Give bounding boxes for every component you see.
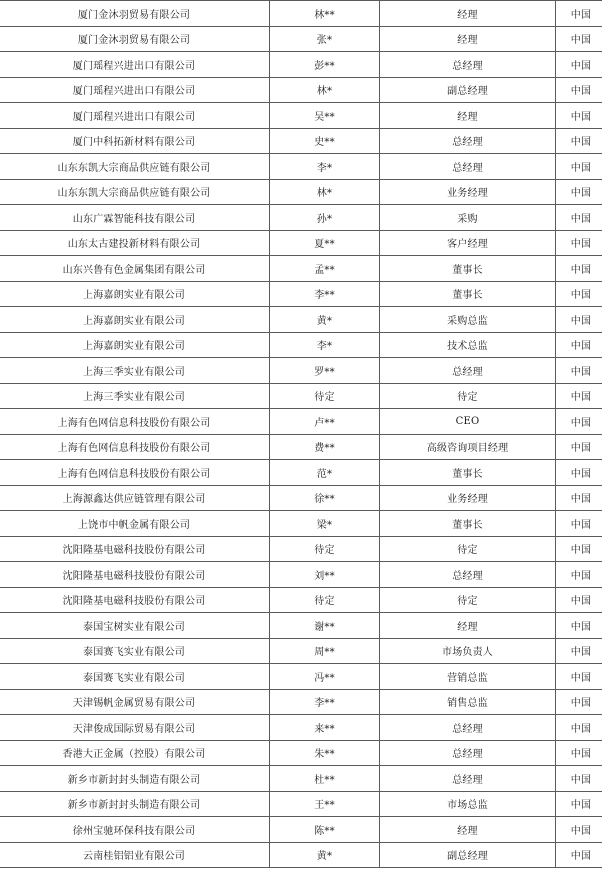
contact-name-cell: 黄*: [270, 307, 380, 333]
country-cell: 中国: [556, 638, 602, 664]
country-cell: 中国: [556, 230, 602, 256]
country-cell: 中国: [556, 307, 602, 333]
job-title-cell: 董事长: [380, 460, 556, 486]
company-cell: 厦门金沐羽贸易有限公司: [0, 1, 270, 27]
job-title-cell: 高级咨询项目经理: [380, 434, 556, 460]
job-title-cell: 经理: [380, 1, 556, 27]
contact-name-cell: 黄*: [270, 842, 380, 868]
country-cell: 中国: [556, 511, 602, 537]
country-cell: 中国: [556, 332, 602, 358]
contact-name-cell: 徐**: [270, 485, 380, 511]
table-row: [0, 154, 602, 180]
company-cell: 泰国宝树实业有限公司: [0, 613, 270, 639]
table-row: [0, 485, 602, 511]
contact-name-cell: 李*: [270, 332, 380, 358]
contact-name-cell: 谢**: [270, 613, 380, 639]
table-row: [0, 358, 602, 384]
job-title-cell: 市场总监: [380, 791, 556, 817]
job-title-cell: 总经理: [380, 740, 556, 766]
job-title-cell: 总经理: [380, 128, 556, 154]
table-row: [0, 409, 602, 435]
contact-name-cell: 待定: [270, 587, 380, 613]
contact-name-cell: 费**: [270, 434, 380, 460]
job-title-cell: 经理: [380, 103, 556, 129]
company-cell: 沈阳隆基电磁科技股份有限公司: [0, 587, 270, 613]
country-cell: 中国: [556, 256, 602, 282]
country-cell: 中国: [556, 77, 602, 103]
job-title-cell: 总经理: [380, 766, 556, 792]
company-cell: 厦门金沐羽贸易有限公司: [0, 26, 270, 52]
contact-name-cell: 林**: [270, 1, 380, 27]
contact-name-cell: 彭**: [270, 52, 380, 78]
contact-name-cell: 冯**: [270, 664, 380, 690]
table-row: [0, 383, 602, 409]
country-cell: 中国: [556, 154, 602, 180]
table-row: [0, 1, 602, 27]
country-cell: 中国: [556, 26, 602, 52]
table-row: [0, 103, 602, 129]
contact-name-cell: 张*: [270, 26, 380, 52]
job-title-cell: 技术总监: [380, 332, 556, 358]
job-title-cell: 副总经理: [380, 77, 556, 103]
table-row: [0, 230, 602, 256]
job-title-cell: 经理: [380, 613, 556, 639]
country-cell: 中国: [556, 52, 602, 78]
contact-name-cell: 吴**: [270, 103, 380, 129]
contact-name-cell: 来**: [270, 715, 380, 741]
table-row: [0, 205, 602, 231]
table-row: [0, 562, 602, 588]
attendee-table-body: [0, 1, 602, 868]
job-title-cell: 董事长: [380, 511, 556, 537]
table-row: [0, 817, 602, 843]
job-title-cell: 总经理: [380, 52, 556, 78]
country-cell: 中国: [556, 766, 602, 792]
company-cell: 沈阳隆基电磁科技股份有限公司: [0, 562, 270, 588]
job-title-cell: 业务经理: [380, 485, 556, 511]
company-cell: 厦门中科拓新材料有限公司: [0, 128, 270, 154]
company-cell: 山东东凯大宗商品供应链有限公司: [0, 179, 270, 205]
company-cell: 厦门瑶程兴进出口有限公司: [0, 52, 270, 78]
job-title-cell: 经理: [380, 817, 556, 843]
job-title-cell: 营销总监: [380, 664, 556, 690]
company-cell: 徐州宝驰环保科技有限公司: [0, 817, 270, 843]
job-title-cell: 销售总监: [380, 689, 556, 715]
contact-name-cell: 王**: [270, 791, 380, 817]
job-title-cell: CEO: [380, 409, 556, 435]
company-cell: 天津俊成国际贸易有限公司: [0, 715, 270, 741]
table-row: [0, 511, 602, 537]
job-title-cell: 经理: [380, 26, 556, 52]
country-cell: 中国: [556, 179, 602, 205]
job-title-cell: 总经理: [380, 562, 556, 588]
company-cell: 上海嘉朗实业有限公司: [0, 281, 270, 307]
table-row: [0, 791, 602, 817]
country-cell: 中国: [556, 562, 602, 588]
table-row: [0, 281, 602, 307]
country-cell: 中国: [556, 409, 602, 435]
contact-name-cell: 史**: [270, 128, 380, 154]
contact-name-cell: 杜**: [270, 766, 380, 792]
country-cell: 中国: [556, 587, 602, 613]
job-title-cell: 总经理: [380, 358, 556, 384]
country-cell: 中国: [556, 689, 602, 715]
table-row: [0, 842, 602, 868]
country-cell: 中国: [556, 1, 602, 27]
company-cell: 上海有色网信息科技股份有限公司: [0, 460, 270, 486]
job-title-cell: 董事长: [380, 281, 556, 307]
company-cell: 上海源鑫达供应链管理有限公司: [0, 485, 270, 511]
contact-name-cell: 朱**: [270, 740, 380, 766]
company-cell: 上海嘉朗实业有限公司: [0, 307, 270, 333]
job-title-cell: 总经理: [380, 715, 556, 741]
contact-name-cell: 待定: [270, 383, 380, 409]
country-cell: 中国: [556, 128, 602, 154]
table-row: [0, 256, 602, 282]
job-title-cell: 总经理: [380, 154, 556, 180]
table-row: [0, 179, 602, 205]
country-cell: 中国: [556, 281, 602, 307]
company-cell: 沈阳隆基电磁科技股份有限公司: [0, 536, 270, 562]
contact-name-cell: 孟**: [270, 256, 380, 282]
table-row: [0, 128, 602, 154]
table-row: [0, 52, 602, 78]
company-cell: 上海三季实业有限公司: [0, 383, 270, 409]
company-cell: 泰国赛飞实业有限公司: [0, 638, 270, 664]
company-cell: 厦门瑶程兴进出口有限公司: [0, 77, 270, 103]
job-title-cell: 采购: [380, 205, 556, 231]
country-cell: 中国: [556, 205, 602, 231]
contact-name-cell: 范*: [270, 460, 380, 486]
company-cell: 山东太古建投新材料有限公司: [0, 230, 270, 256]
contact-name-cell: 林*: [270, 77, 380, 103]
contact-name-cell: 周**: [270, 638, 380, 664]
country-cell: 中国: [556, 664, 602, 690]
table-row: [0, 460, 602, 486]
contact-name-cell: 卢**: [270, 409, 380, 435]
country-cell: 中国: [556, 383, 602, 409]
contact-name-cell: 林*: [270, 179, 380, 205]
contact-name-cell: 陈**: [270, 817, 380, 843]
table-row: [0, 434, 602, 460]
contact-name-cell: 罗**: [270, 358, 380, 384]
company-cell: 上海有色网信息科技股份有限公司: [0, 409, 270, 435]
table-row: [0, 536, 602, 562]
table-row: [0, 766, 602, 792]
contact-name-cell: 刘**: [270, 562, 380, 588]
table-row: [0, 613, 602, 639]
country-cell: 中国: [556, 715, 602, 741]
company-cell: 上饶市中帆金属有限公司: [0, 511, 270, 537]
job-title-cell: 采购总监: [380, 307, 556, 333]
contact-name-cell: 李**: [270, 281, 380, 307]
contact-name-cell: 李*: [270, 154, 380, 180]
country-cell: 中国: [556, 842, 602, 868]
table-row: [0, 77, 602, 103]
company-cell: 山东兴鲁有色金属集团有限公司: [0, 256, 270, 282]
job-title-cell: 业务经理: [380, 179, 556, 205]
country-cell: 中国: [556, 536, 602, 562]
table-row: [0, 638, 602, 664]
contact-name-cell: 孙*: [270, 205, 380, 231]
country-cell: 中国: [556, 817, 602, 843]
contact-name-cell: 梁*: [270, 511, 380, 537]
table-row: [0, 587, 602, 613]
company-cell: 泰国赛飞实业有限公司: [0, 664, 270, 690]
job-title-cell: 待定: [380, 536, 556, 562]
company-cell: 厦门瑶程兴进出口有限公司: [0, 103, 270, 129]
contact-name-cell: 待定: [270, 536, 380, 562]
job-title-cell: 董事长: [380, 256, 556, 282]
company-cell: 上海嘉朗实业有限公司: [0, 332, 270, 358]
job-title-cell: 客户经理: [380, 230, 556, 256]
company-cell: 新乡市新封封头制造有限公司: [0, 791, 270, 817]
country-cell: 中国: [556, 434, 602, 460]
country-cell: 中国: [556, 740, 602, 766]
contact-name-cell: 李**: [270, 689, 380, 715]
country-cell: 中国: [556, 103, 602, 129]
table-row: [0, 307, 602, 333]
company-cell: 上海三季实业有限公司: [0, 358, 270, 384]
table-row: [0, 332, 602, 358]
job-title-cell: 副总经理: [380, 842, 556, 868]
company-cell: 山东东凯大宗商品供应链有限公司: [0, 154, 270, 180]
table-row: [0, 740, 602, 766]
country-cell: 中国: [556, 358, 602, 384]
table-row: [0, 689, 602, 715]
company-cell: 山东广霖智能科技有限公司: [0, 205, 270, 231]
table-row: [0, 26, 602, 52]
job-title-cell: 待定: [380, 383, 556, 409]
company-cell: 香港大正金属（控股）有限公司: [0, 740, 270, 766]
company-cell: 云南桂铝铝业有限公司: [0, 842, 270, 868]
country-cell: 中国: [556, 613, 602, 639]
country-cell: 中国: [556, 460, 602, 486]
table-row: [0, 664, 602, 690]
country-cell: 中国: [556, 485, 602, 511]
country-cell: 中国: [556, 791, 602, 817]
company-cell: 新乡市新封封头制造有限公司: [0, 766, 270, 792]
company-cell: 上海有色网信息科技股份有限公司: [0, 434, 270, 460]
company-cell: 天津锡帆金属贸易有限公司: [0, 689, 270, 715]
job-title-cell: 待定: [380, 587, 556, 613]
table-row: [0, 715, 602, 741]
contact-name-cell: 夏**: [270, 230, 380, 256]
job-title-cell: 市场负责人: [380, 638, 556, 664]
